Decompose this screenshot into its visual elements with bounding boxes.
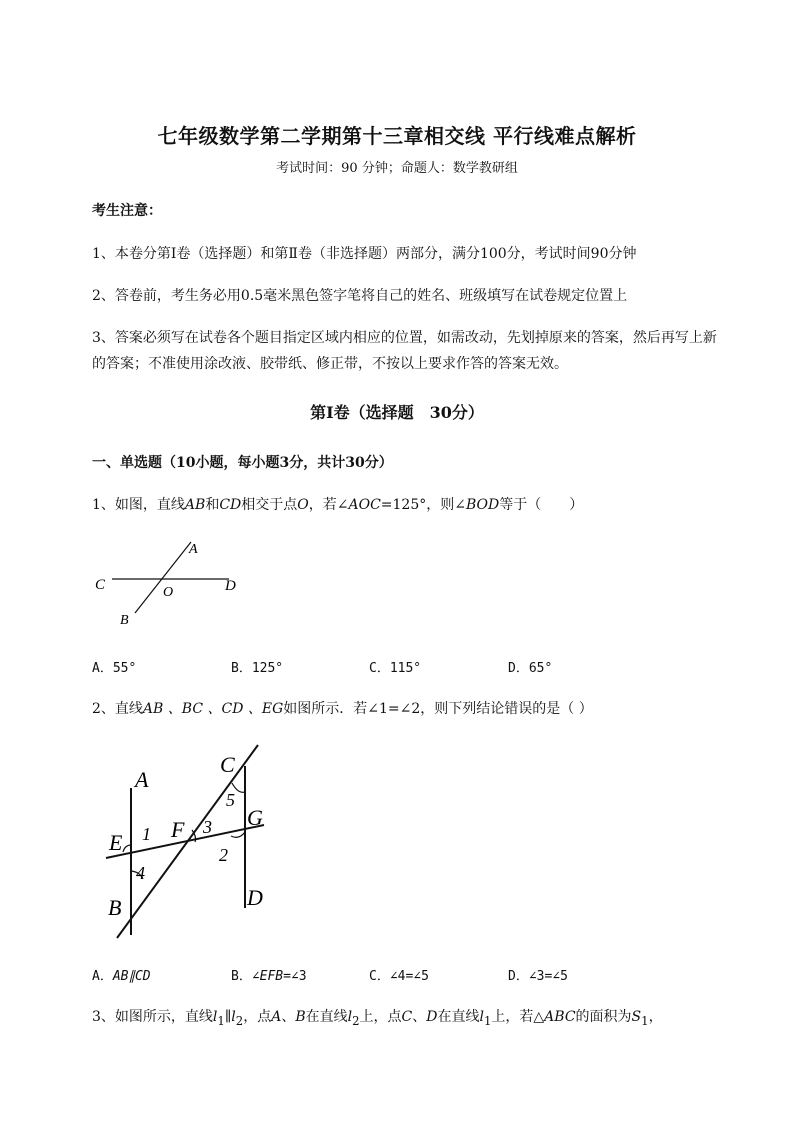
question-1-text: 1、如图，直线AB和CD相交于点O，若∠AOC=125°，则∠BOD等于（ ） bbox=[92, 497, 584, 513]
line-eg bbox=[106, 825, 264, 858]
notice-heading: 考生注意： bbox=[92, 203, 162, 219]
notice-item-3: 3、答案必须写在试卷各个题目指定区域内相应的位置，如需改动，先划掉原来的答案，然后再写上新 bbox=[92, 330, 717, 346]
q2-option-c[interactable]: C．∠4=∠5 bbox=[369, 969, 429, 984]
q1-option-c[interactable]: C．115° bbox=[369, 661, 422, 676]
label-a: A bbox=[135, 767, 149, 792]
label-d: D bbox=[225, 578, 236, 594]
q2-option-a[interactable]: A．AB∥CD bbox=[92, 969, 151, 984]
q2-option-b[interactable]: B．∠EFB=∠3 bbox=[231, 969, 307, 984]
label-c: C bbox=[95, 577, 106, 593]
q1-option-b[interactable]: B．125° bbox=[231, 661, 284, 676]
label-d: D bbox=[247, 885, 263, 910]
label-c: C bbox=[220, 752, 235, 777]
section-heading: 一、单选题（10小题，每小题3分，共计30分） bbox=[92, 455, 393, 471]
label-b: B bbox=[108, 895, 122, 920]
label-a: A bbox=[189, 542, 198, 557]
exam-info: 考试时间：90 分钟；命题人：数学教研组 bbox=[276, 161, 518, 176]
notice-item-1: 1、本卷分第Ⅰ卷（选择题）和第Ⅱ卷（非选择题）两部分，满分100分，考试时间90分钟 bbox=[92, 246, 637, 262]
question-1-figure bbox=[86, 536, 256, 631]
label-g: G bbox=[247, 805, 263, 830]
label-f: F bbox=[171, 817, 185, 842]
label-5: 5 bbox=[226, 790, 235, 810]
label-e: E bbox=[109, 830, 123, 855]
question-2-figure bbox=[96, 742, 286, 942]
label-o: O bbox=[163, 585, 174, 600]
q2-option-d[interactable]: D．∠3=∠5 bbox=[508, 969, 568, 984]
label-1: 1 bbox=[142, 824, 151, 844]
angle-2-arc bbox=[231, 832, 245, 837]
angle-1-arc bbox=[123, 845, 131, 852]
q1-option-a[interactable]: A．55° bbox=[92, 661, 137, 676]
q1-option-d[interactable]: D．65° bbox=[508, 661, 553, 676]
label-b: B bbox=[120, 613, 129, 628]
page-title: 七年级数学第二学期第十三章相交线 平行线难点解析 bbox=[157, 124, 637, 148]
label-3: 3 bbox=[203, 817, 212, 837]
question-3-text: 3、如图所示，直线$l_1\parallel l_2$，点A、B在直线$l_2$上，点C、D在直线$l_1$上，若△ABC的面积为$S_1$， bbox=[92, 1009, 663, 1028]
notice-item-2: 2、答卷前，考生务必用0.5毫米黑色签字笔将自己的姓名、班级填写在试卷规定位置上 bbox=[92, 288, 628, 304]
line-ab bbox=[135, 542, 191, 613]
label-4: 4 bbox=[136, 863, 145, 883]
notice-item-3-cont: 的答案；不准使用涂改液、胶带纸、修正带，不按以上要求作答的答案无效。 bbox=[92, 356, 568, 372]
question-2-text: 2、直线AB 、BC 、CD 、EG如图所示．若∠1=∠2，则下列结论错误的是（ ） bbox=[92, 701, 593, 717]
part-title: 第Ⅰ卷（选择题 30分） bbox=[310, 403, 484, 422]
label-2: 2 bbox=[219, 845, 228, 865]
